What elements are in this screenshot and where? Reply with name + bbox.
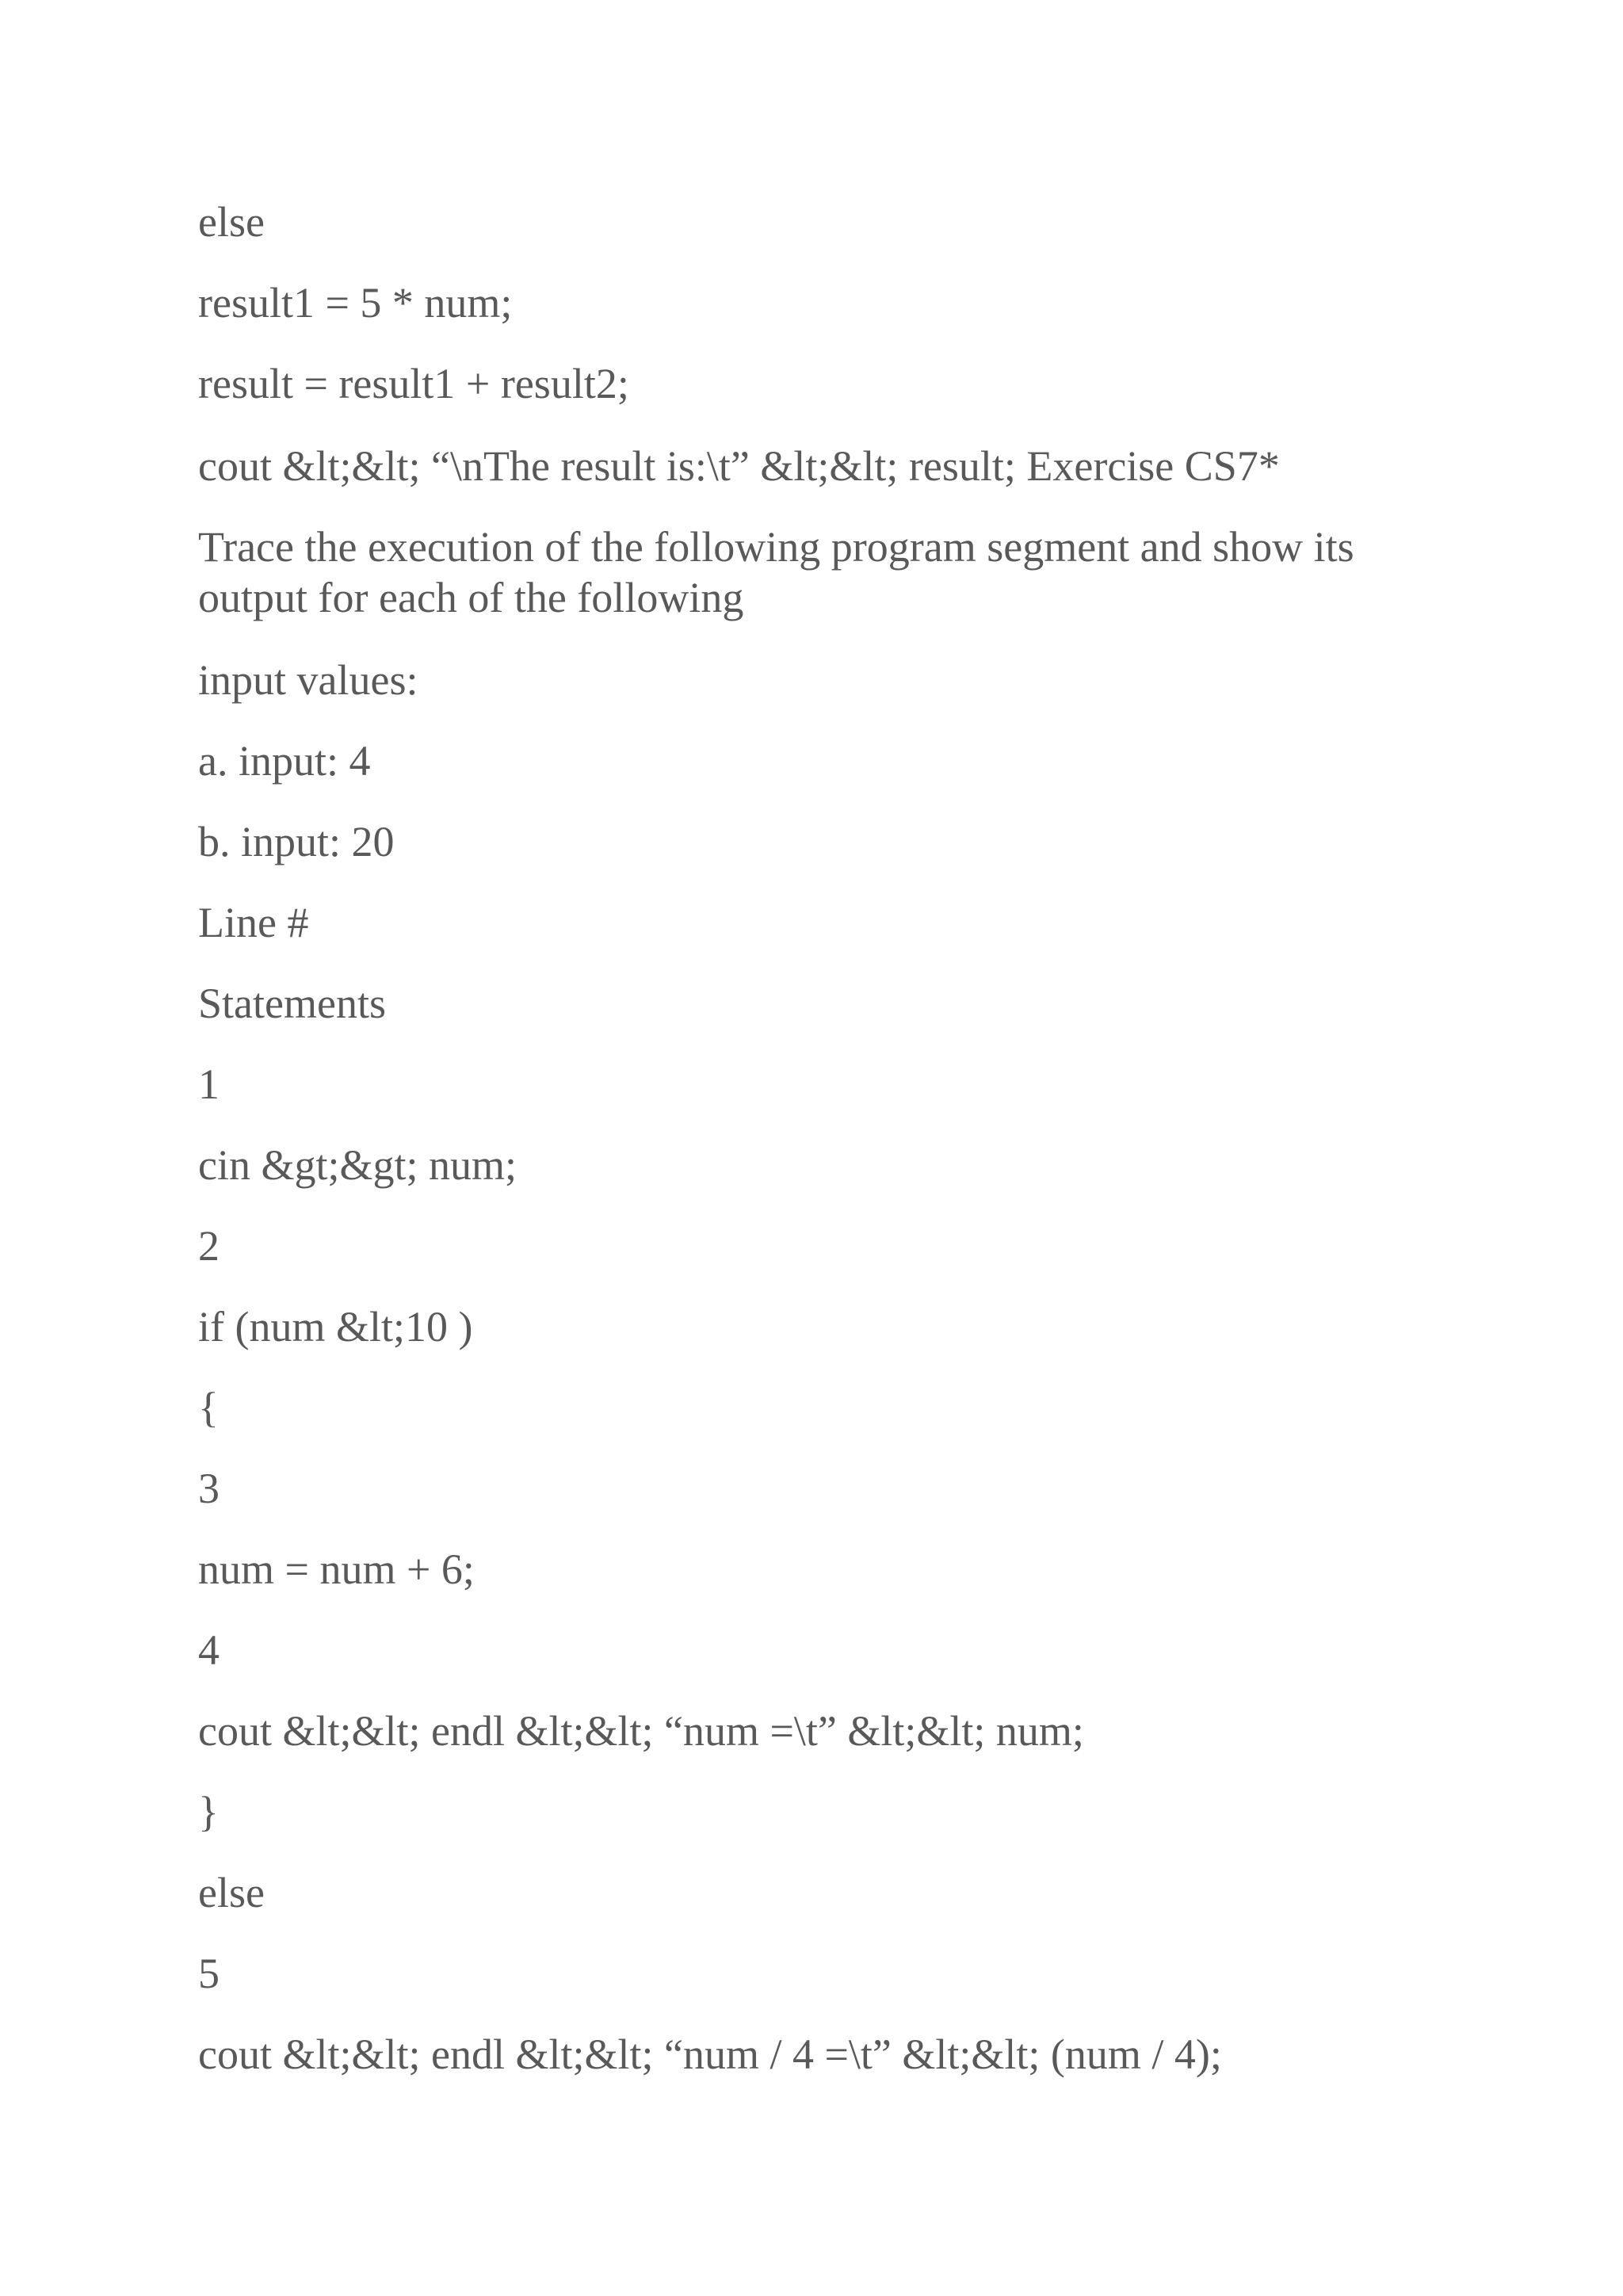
exercise-instruction: Trace the execution of the following program segment and show its output for each of the following [198,523,1354,621]
line-number-3: 3 [198,1465,220,1512]
line-number-4: 4 [198,1626,220,1674]
table-header-line-number: Line # [198,899,309,946]
text-line-input-b: b. input: 20 [198,818,395,865]
statement-cin: cin &gt;&gt; num; [198,1141,517,1189]
statement-else: else [198,1869,265,1916]
line-number-5: 5 [198,1950,220,1997]
line-number-1: 1 [198,1060,220,1108]
statement-if: if (num &lt;10 ) [198,1303,473,1350]
line-number-2: 2 [198,1222,220,1270]
statement-cout-num-div: cout &lt;&lt; endl &lt;&lt; “num / 4 =\t” &lt;&lt; (num / 4); [198,2030,1222,2078]
statement-close-brace: } [198,1788,219,1836]
table-header-statements: Statements [198,980,386,1027]
statement-open-brace: { [198,1384,219,1431]
text-line-input-values: input values: [198,656,418,704]
statement-num-increment: num = num + 6; [198,1545,475,1593]
text-line-result-assignment: result = result1 + result2; [198,360,629,407]
statement-cout-num: cout &lt;&lt; endl &lt;&lt; “num =\t” &lt;&lt; num; [198,1707,1084,1755]
text-line-else-1: else [198,198,265,246]
text-line-input-a: a. input: 4 [198,737,371,785]
text-line-cout-result: cout &lt;&lt; “\nThe result is:\t” &lt;&lt; result; Exercise CS7* [198,442,1280,490]
text-line-result1-assignment: result1 = 5 * num; [198,279,513,327]
